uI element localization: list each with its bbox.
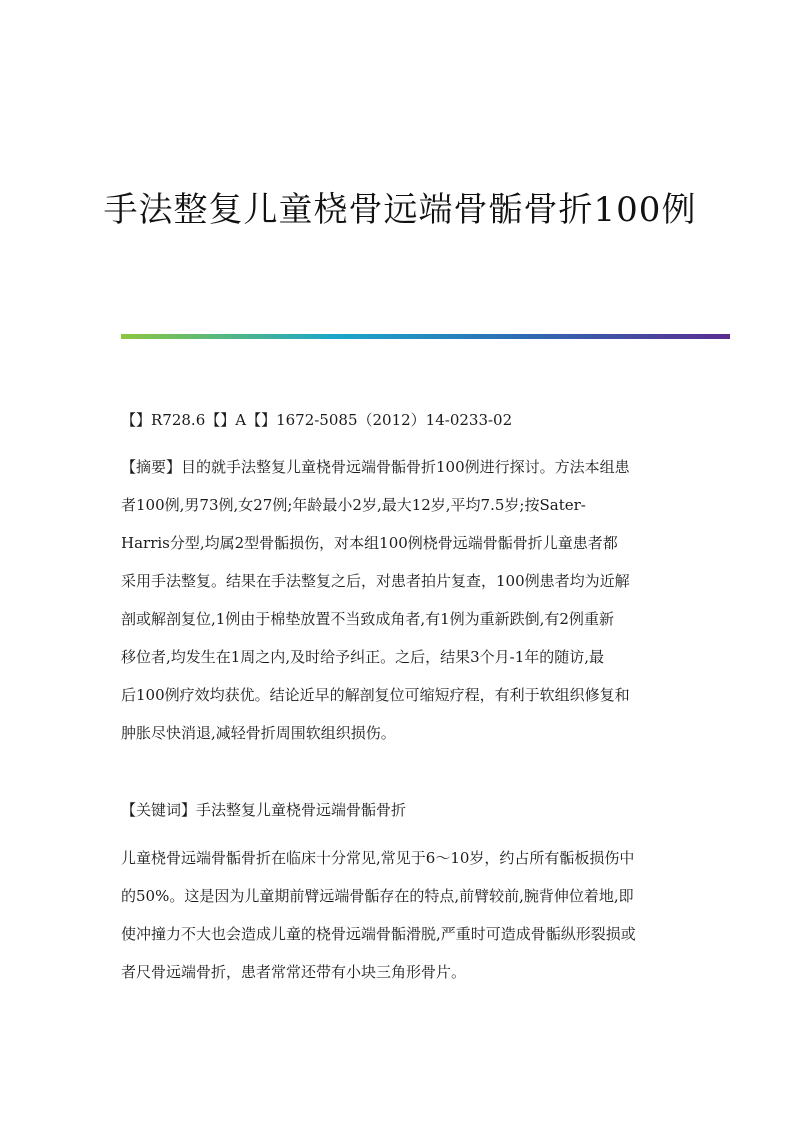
- body-line: 者尺骨远端骨折，患者常常还带有小块三角形骨片。: [121, 963, 467, 981]
- body-line: 儿童桡骨远端骨骺骨折在临床十分常见,常见于6～10岁，约占所有骺板损伤中: [121, 849, 635, 867]
- abstract-line: 者100例,男73例,女27例;年龄最小2岁,最大12岁,平均7.5岁;按Sater-: [121, 496, 586, 514]
- keywords-line: 【关键词】手法整复儿童桡骨远端骨骺骨折: [121, 801, 407, 819]
- abstract-line: 【摘要】目的就手法整复儿童桡骨远端骨骺骨折100例进行探讨。方法本组患: [121, 458, 630, 476]
- abstract-line: 剖或解剖复位,1例由于棉垫放置不当致成角者,有1例为重新跌倒,有2例重新: [121, 610, 614, 628]
- classification-line: 【】R728.6【】A【】1672-5085（2012）14-0233-02: [121, 411, 513, 429]
- abstract-line: 移位者,均发生在1周之内,及时给予纠正。之后，结果3个月-1年的随访,最: [121, 648, 605, 666]
- abstract-paragraph: [121, 457, 681, 761]
- abstract-line: Harris分型,均属2型骨骺损伤，对本组100例桡骨远端骨骺骨折儿童患者都: [121, 534, 618, 552]
- title-divider: [121, 334, 730, 339]
- body-paragraph: [121, 848, 681, 1000]
- body-line: 使冲撞力不大也会造成儿童的桡骨远端骨骺滑脱,严重时可造成骨骺纵形裂损或: [121, 925, 636, 943]
- body-line: 的50%。这是因为儿童期前臂远端骨骺存在的特点,前臂较前,腕背伸位着地,即: [121, 887, 634, 905]
- document-title: 手法整复儿童桡骨远端骨骺骨折100例: [103, 190, 697, 230]
- abstract-line: 后100例疗效均获优。结论近早的解剖复位可缩短疗程，有利于软组织修复和: [121, 686, 630, 704]
- abstract-line: 肿胀尽快消退,减轻骨折周围软组织损伤。: [121, 724, 396, 742]
- abstract-line: 采用手法整复。结果在手法整复之后，对患者拍片复查，100例患者均为近解: [121, 572, 630, 590]
